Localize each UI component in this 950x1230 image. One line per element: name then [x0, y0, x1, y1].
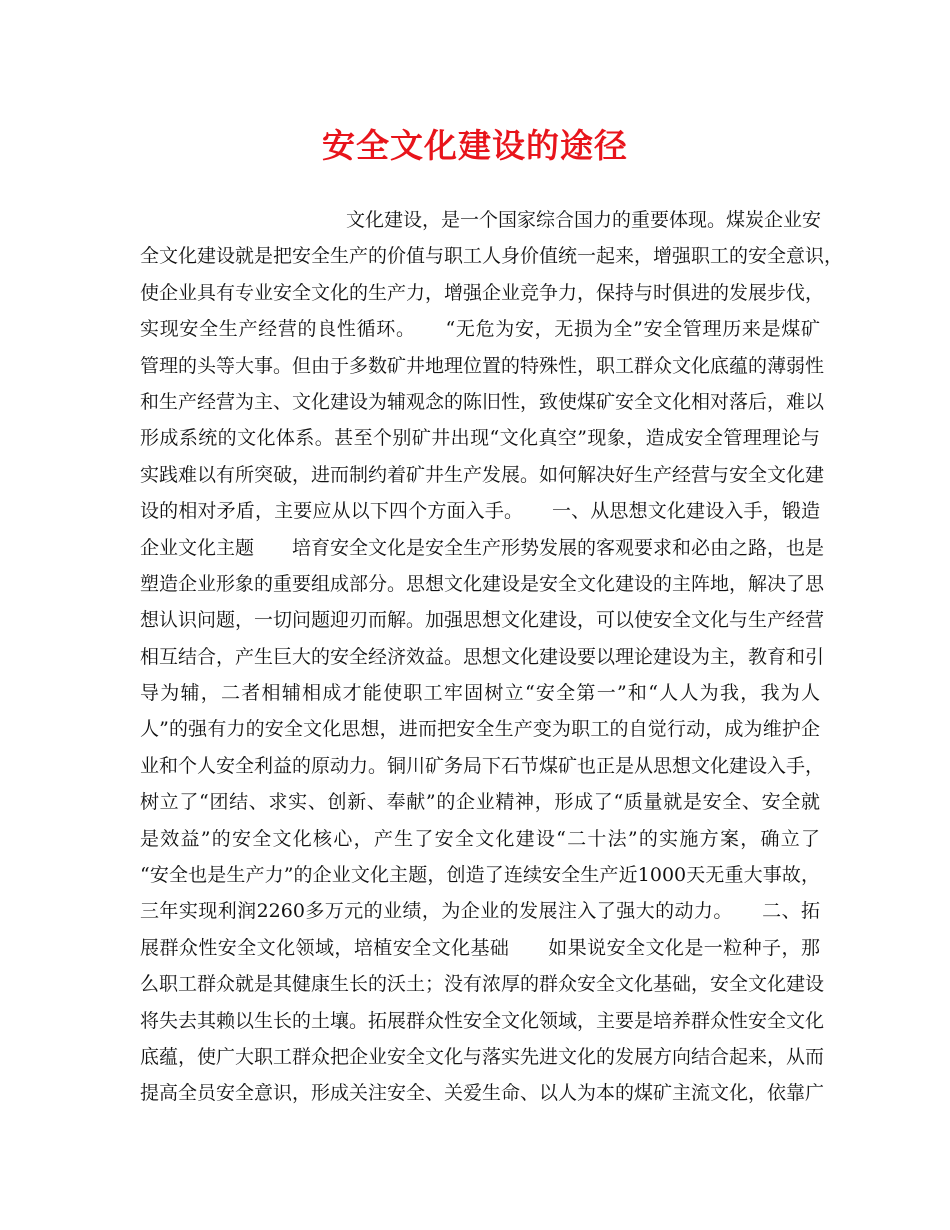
body-line: 全文化建设就是把安全生产的价值与职工人身价值统一起来，增强职工的安全意识， [140, 245, 844, 268]
body-line: 管理的头等大事。但由于多数矿井地理位置的特殊性，职工群众文化底蕴的薄弱性 [140, 354, 825, 377]
body-line: 相互结合，产生巨大的安全经济效益。思想文化建设要以理论建设为主，教育和引 [140, 645, 825, 668]
body-line: 展群众性安全文化领域，培植安全文化基础 如果说安全文化是一粒种子，那 [140, 936, 820, 959]
body-line: 提高全员安全意识，形成关注安全、关爱生命、以人为本的煤矿主流文化，依靠广 [140, 1082, 825, 1105]
body-line: 使企业具有专业安全文化的生产力，增强企业竞争力，保持与时俱进的发展步伐， [140, 281, 825, 304]
document-body [140, 202, 844, 1112]
body-line: 设的相对矛盾，主要应从以下四个方面入手。 一、从思想文化建设入手，锻造 [140, 500, 820, 523]
body-line: 将失去其赖以生长的土壤。拓展群众性安全文化领域，主要是培养群众性安全文化 [140, 1009, 825, 1032]
document-title: 安全文化建设的途径 [322, 126, 628, 165]
body-line: 实践难以有所突破，进而制约着矿井生产发展。如何解决好生产经营与安全文化建 [140, 463, 825, 486]
body-line: 业和个人安全利益的原动力。铜川矿务局下石节煤矿也正是从思想文化建设入手， [140, 754, 825, 777]
body-line: 树立了“团结、求实、创新、奉献”的企业精神，形成了“质量就是安全、安全就 [140, 791, 820, 814]
body-line: 么职工群众就是其健康生长的沃土；没有浓厚的群众安全文化基础，安全文化建设 [140, 973, 825, 996]
body-line: 塑造企业形象的重要组成部分。思想文化建设是安全文化建设的主阵地，解决了思 [140, 572, 825, 595]
body-line: “安全也是生产力”的企业文化主题，创造了连续安全生产近1000天无重大事故， [140, 864, 820, 887]
body-line: 企业文化主题 培育安全文化是安全生产形势发展的客观要求和必由之路，也是 [140, 536, 825, 559]
body-line: 和生产经营为主、文化建设为辅观念的陈旧性，致使煤矿安全文化相对落后，难以 [140, 390, 825, 413]
body-line: 实现安全生产经营的良性循环。 “无危为安，无损为全”安全管理历来是煤矿 [140, 318, 820, 341]
body-line: 导为辅，二者相辅相成才能使职工牢固树立“安全第一”和“人人为我，我为人 [140, 682, 820, 705]
body-line: 形成系统的文化体系。甚至个别矿井出现“文化真空”现象，造成安全管理理论与 [140, 427, 820, 450]
body-line: 是效益”的安全文化核心，产生了安全文化建设“二十法”的实施方案，确立了 [140, 827, 820, 850]
body-line: 三年实现利润2260多万元的业绩，为企业的发展注入了强大的动力。 二、拓 [140, 900, 820, 923]
body-line: 底蕴，使广大职工群众把企业安全文化与落实先进文化的发展方向结合起来，从而 [140, 1045, 825, 1068]
body-line: 文化建设，是一个国家综合国力的重要体现。煤炭企业安 [346, 209, 822, 231]
body-line: 人”的强有力的安全文化思想，进而把安全生产变为职工的自觉行动，成为维护企 [140, 718, 820, 741]
body-line: 想认识问题，一切问题迎刃而解。加强思想文化建设，可以使安全文化与生产经营 [140, 609, 825, 632]
